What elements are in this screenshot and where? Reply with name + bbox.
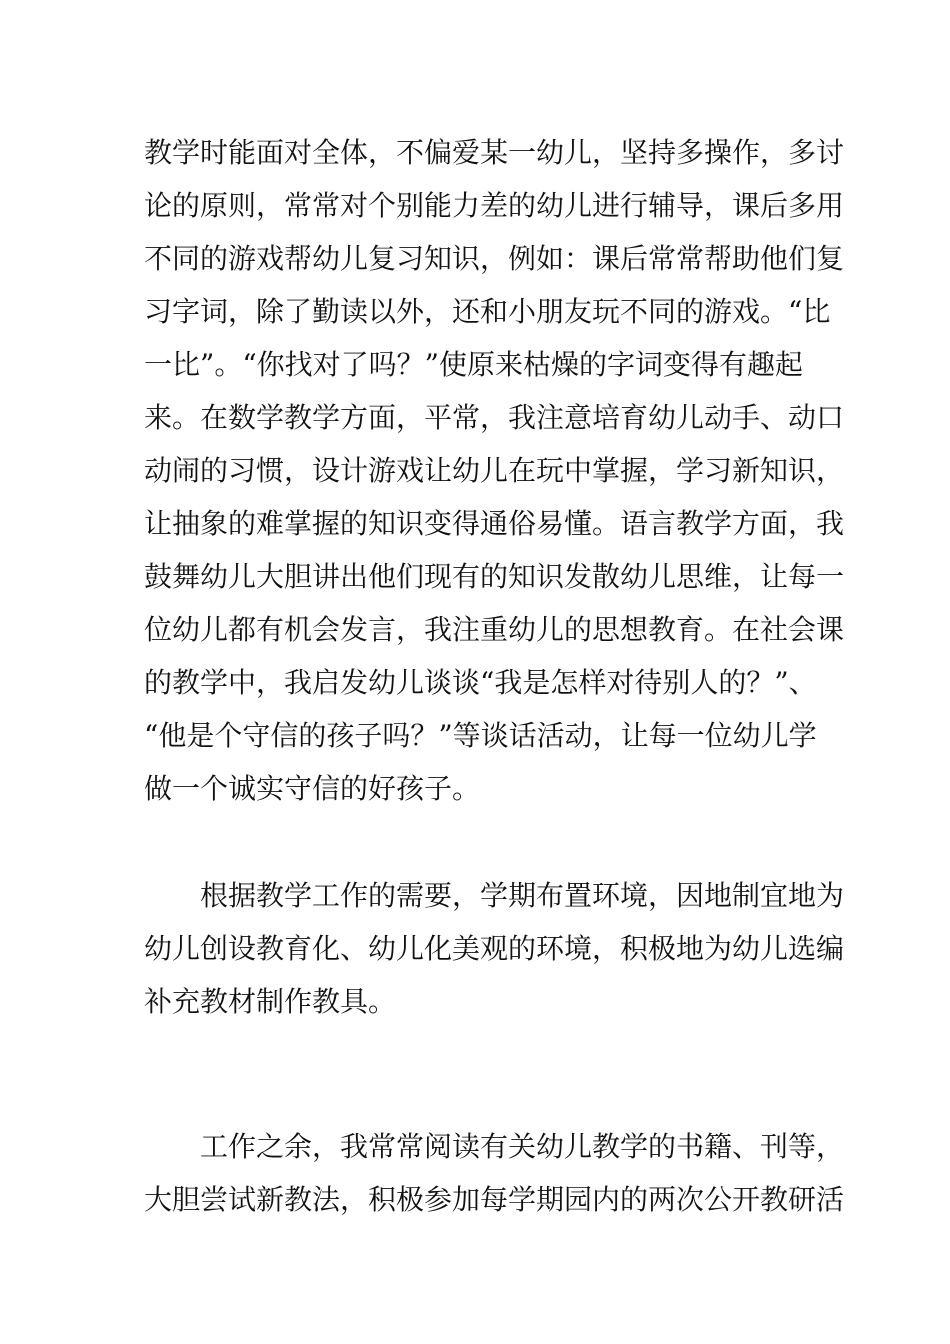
text-line: 论的原则，常常对个别能力差的幼儿进行辅导，课后多用 (144, 189, 845, 222)
text-line: 做一个诚实守信的好孩子。 (144, 772, 481, 805)
text-line: 大胆尝试新教法，积极参加每学期园内的两次公开教研活 (144, 1183, 845, 1216)
text-line: 工作之余，我常常阅读有关幼儿教学的书籍、刊等， (144, 1130, 845, 1163)
text-line: “他是个守信的孩子吗？”等谈话活动，让每一位幼儿学 (144, 719, 817, 752)
text-line: 不同的游戏帮幼儿复习知识，例如：课后常常帮助他们复 (144, 242, 845, 275)
paragraph-environment (144, 869, 845, 1028)
paragraph-self-study (144, 1120, 845, 1226)
text-line: 教学时能面对全体，不偏爱某一幼儿，坚持多操作，多讨 (144, 136, 845, 169)
text-line: 根据教学工作的需要，学期布置环境，因地制宜地为 (144, 879, 845, 912)
text-line: 动闹的习惯，设计游戏让幼儿在玩中掌握，学习新知识， (144, 454, 845, 487)
text-line: 鼓舞幼儿大胆讲出他们现有的知识发散幼儿思维，让每一 (144, 560, 845, 593)
text-line: 补充教材制作教具。 (144, 985, 397, 1018)
paragraph-teaching-methods (144, 126, 845, 815)
text-line: 习字词，除了勤读以外，还和小朋友玩不同的游戏。“比 (144, 295, 831, 328)
text-line: 一比”。“你找对了吗？”使原来枯燥的字词变得有趣起 (144, 348, 803, 381)
text-line: 来。在数学教学方面，平常，我注意培育幼儿动手、动口 (144, 401, 845, 434)
text-line: 的教学中，我启发幼儿谈谈“我是怎样对待别人的？”、 (144, 666, 817, 699)
text-line: 幼儿创设教育化、幼儿化美观的环境，积极地为幼儿选编 (144, 932, 845, 965)
text-line: 让抽象的难掌握的知识变得通俗易懂。语言教学方面，我 (144, 507, 845, 540)
text-line: 位幼儿都有机会发言，我注重幼儿的思想教育。在社会课 (144, 613, 845, 646)
